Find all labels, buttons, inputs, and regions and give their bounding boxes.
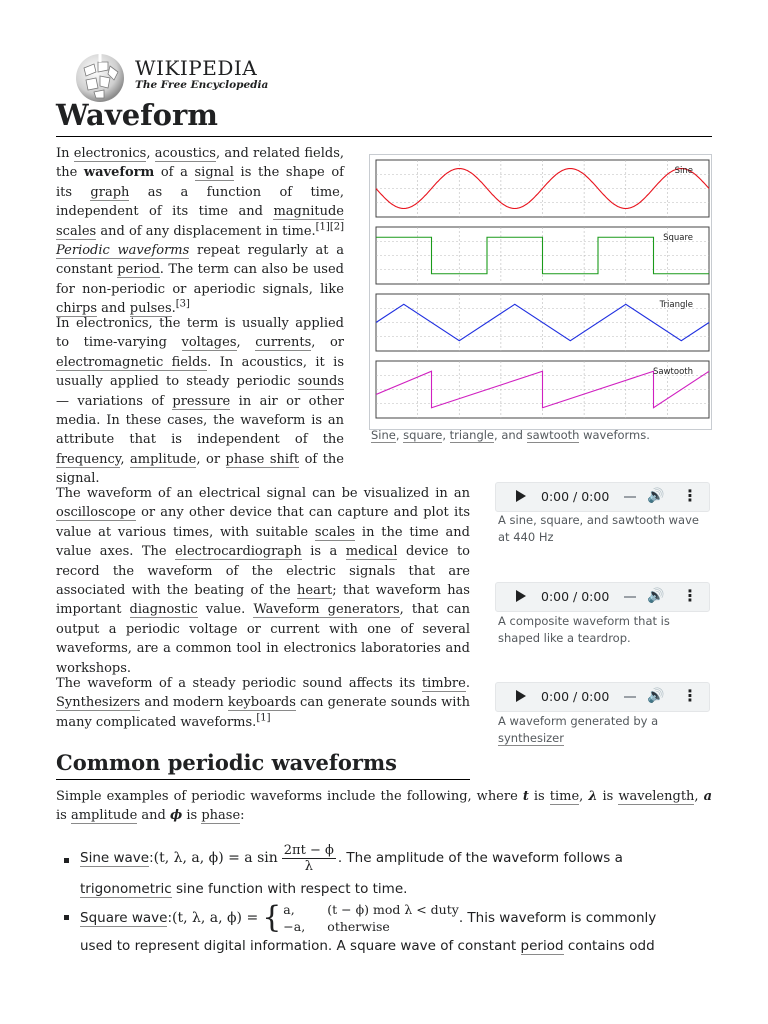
math-lambda: λ — [588, 789, 598, 804]
link-scales[interactable]: scales — [56, 223, 97, 239]
figure-caption: Sine, square, triangle, and sawtooth waveforms. — [371, 428, 650, 442]
link-time[interactable]: time — [549, 789, 580, 804]
audio-caption-2: A composite waveform that is shaped like a teardrop. — [498, 614, 670, 645]
volume-icon[interactable]: 🔊 — [647, 688, 665, 704]
link-chirps[interactable]: chirps — [56, 301, 98, 317]
math-brace: { — [262, 900, 282, 935]
waveform-label-sine: Sine — [674, 166, 693, 176]
link-frequency[interactable]: frequency — [56, 451, 121, 467]
math-t: t — [522, 789, 529, 804]
more-options-icon[interactable]: ⋮ — [682, 486, 698, 505]
link-amplitude-2[interactable]: amplitude — [70, 808, 138, 824]
waveforms-figure[interactable] — [369, 154, 712, 430]
waveform-label-square: Square — [663, 233, 693, 243]
play-icon[interactable] — [516, 490, 526, 502]
waveform-panel-sine — [376, 160, 709, 217]
audio-player-3[interactable] — [495, 682, 710, 712]
link-sawtooth[interactable]: sawtooth — [526, 428, 580, 442]
link-signal[interactable]: signal — [194, 165, 234, 181]
audio-time: 0:00 / 0:00 — [541, 489, 610, 504]
progress-bar[interactable] — [624, 696, 636, 698]
link-timbre[interactable]: timbre — [421, 676, 466, 691]
play-icon[interactable] — [516, 590, 526, 602]
link-keyboards[interactable]: keyboards — [227, 695, 296, 711]
progress-bar[interactable] — [624, 596, 636, 598]
play-icon[interactable] — [516, 690, 526, 702]
link-diagnostic[interactable]: diagnostic — [129, 602, 198, 618]
list-item-sine: Sine wave : (t, λ, a, ϕ) = a sin 2πt − ϕ λ . The amplitude of the waveform follows a trigonometric sine function with respect to time. — [80, 836, 720, 897]
link-medical[interactable]: medical — [345, 544, 398, 560]
citation-2[interactable]: [2] — [329, 221, 344, 233]
bullet — [64, 858, 69, 863]
volume-icon[interactable]: 🔊 — [647, 488, 665, 504]
list-item-square: Square wave : (t, λ, a, ϕ) = { a, (t − ϕ) mod λ < duty −a, otherwise . This waveform is commonly used to represent digital information. A square wave of constant period contains odd — [80, 900, 720, 954]
citation-1b[interactable]: [1] — [256, 712, 271, 724]
audio-time: 0:00 / 0:00 — [541, 689, 610, 704]
waveform-panel-sawtooth — [376, 361, 709, 418]
link-trigonometric[interactable]: trigonometric — [80, 881, 172, 897]
link-wavelength[interactable]: wavelength — [618, 789, 695, 804]
title-divider — [56, 136, 712, 137]
more-options-icon[interactable]: ⋮ — [682, 586, 698, 605]
link-scales-2[interactable]: scales — [314, 524, 356, 540]
citation-1[interactable]: [1] — [315, 221, 330, 233]
math-sine-formula: (t, λ, a, ϕ) = a sin — [153, 850, 278, 866]
more-options-icon[interactable]: ⋮ — [682, 686, 698, 705]
link-magnitude[interactable]: magnitude — [273, 204, 344, 220]
math-square-formula: (t, λ, a, ϕ) = — [172, 910, 259, 926]
link-phase[interactable]: phase — [201, 808, 241, 824]
link-sine-wave[interactable]: Sine wave — [80, 849, 150, 866]
link-pulses[interactable]: pulses — [129, 301, 172, 317]
link-sine[interactable]: Sine — [371, 428, 396, 442]
wikipedia-tagline: The Free Encyclopedia — [135, 79, 269, 91]
paragraph-electronics: In electronics, the term is usually applied to time-varying voltages, currents, or electromagnetic fields. In acoustics, it is usually applied to steady periodic sounds — variations of pressure in air or other media. In these cases, the waveform is an attribute that is independent of the frequency, amplitude, or phase shift of the signal. — [56, 316, 345, 487]
page-title: Waveform — [56, 98, 218, 132]
paragraph-oscilloscope: The waveform of an electrical signal can be visualized in an oscilloscope or any other device that can capture and plot its value at various times, with suitable scales in the time and value axes. The electrocardiograph is a medical device to record the waveform of the electric signals that are associated with the beating of the heart; that waveform has important diagnostic value. Waveform generators, that can output a periodic voltage or current with one of several waveforms, are a common tool in electronics laboratories and workshops. — [56, 486, 471, 676]
waveform-panel-square — [376, 227, 709, 284]
wikipedia-wordmark[interactable]: WIKIPEDIA — [135, 56, 258, 80]
waveform-label-sawtooth: Sawtooth — [652, 367, 693, 377]
link-synthesizers[interactable]: Synthesizers — [56, 695, 141, 711]
link-triangle[interactable]: triangle — [449, 428, 495, 442]
math-cases: a, (t − ϕ) mod λ < duty −a, otherwise — [283, 902, 459, 934]
section-divider — [56, 779, 470, 780]
audio-caption-3: A waveform generated by a synthesizer — [498, 714, 659, 745]
link-amplitude[interactable]: amplitude — [130, 451, 197, 467]
progress-bar[interactable] — [624, 496, 636, 498]
bullet — [64, 915, 69, 920]
link-pressure[interactable]: pressure — [172, 393, 231, 409]
paragraph-timbre: The waveform of a steady periodic sound affects its timbre. Synthesizers and modern keyboards can generate sounds with many complicated waveforms.[1] — [56, 676, 470, 730]
audio-time: 0:00 / 0:00 — [541, 589, 610, 604]
link-synthesizer[interactable]: synthesizer — [498, 731, 564, 745]
link-electrocardiograph[interactable]: electrocardiograph — [175, 544, 302, 560]
math-fraction: 2πt − ϕ λ — [283, 842, 334, 874]
math-phi: ϕ — [170, 808, 183, 824]
link-electronics[interactable]: electronics — [73, 146, 147, 161]
link-square[interactable]: square — [403, 428, 443, 442]
link-acoustics[interactable]: acoustics — [154, 146, 216, 161]
term-waveform: waveform — [83, 165, 155, 181]
link-period[interactable]: period — [117, 262, 160, 278]
link-graph[interactable]: graph — [90, 184, 130, 200]
link-square-wave[interactable]: Square wave — [80, 909, 168, 926]
audio-player-2[interactable] — [495, 582, 710, 612]
link-phase-shift[interactable]: phase shift — [225, 451, 300, 467]
link-periodic-waveforms[interactable]: Periodic waveforms — [56, 243, 190, 259]
wikipedia-globe-icon[interactable] — [74, 52, 126, 104]
audio-player-1[interactable] — [495, 482, 710, 512]
link-period-2[interactable]: period — [520, 938, 564, 954]
paragraph-intro: In electronics, acoustics, and related fields, the waveform of a signal is the shape of its graph as a function of time, independent of its time and magnitude scales and of any displacement in time.[1][2] Periodic waveforms repeat regularly at a constant period. The term can also be used for non-periodic or aperiodic signals, like chirps and pulses.[3] — [56, 146, 345, 317]
waveform-label-triangle: Triangle — [659, 300, 693, 310]
link-currents[interactable]: currents — [255, 335, 312, 351]
link-heart[interactable]: heart — [297, 583, 333, 599]
link-waveform-generators[interactable]: Waveform generators — [253, 602, 400, 618]
audio-caption-1: A sine, square, and sawtooth wave at 440 Hz — [498, 513, 699, 544]
volume-icon[interactable]: 🔊 — [647, 588, 665, 604]
citation-3[interactable]: [3] — [175, 298, 190, 310]
section-heading: Common periodic waveforms — [56, 750, 397, 775]
link-electromagnetic-fields[interactable]: electromagnetic fields — [56, 354, 208, 370]
waveform-panel-triangle — [376, 294, 709, 351]
link-voltages[interactable]: voltages — [181, 335, 237, 351]
link-oscilloscope[interactable]: oscilloscope — [56, 505, 136, 521]
math-a: a — [703, 789, 713, 804]
link-sounds[interactable]: sounds — [297, 374, 344, 390]
paragraph-periodic-intro: Simple examples of periodic waveforms include the following, where t is time, λ is wavelength, a is amplitude and ϕ is phase: — [56, 789, 713, 824]
